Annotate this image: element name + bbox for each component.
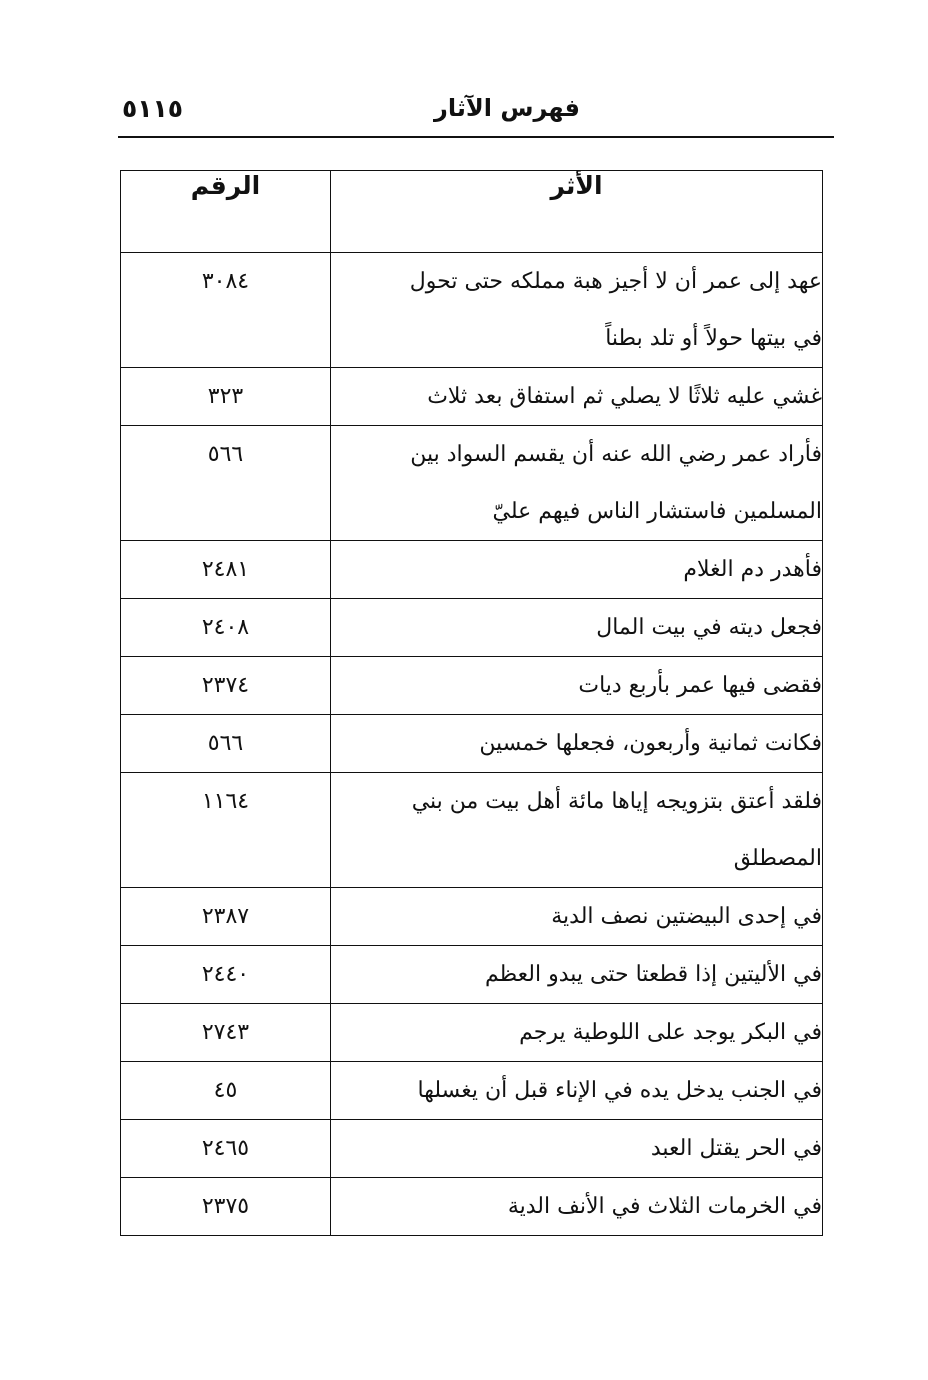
number-cell: ٢٤٤٠ [121, 946, 331, 1004]
page-header [118, 86, 834, 138]
number-cell: ٤٥ [121, 1062, 331, 1120]
narration-cell [331, 1062, 823, 1120]
narration-line: المسلمين فاستشار الناس فيهم عليّ [492, 499, 822, 524]
narration-line: المصطلق [733, 846, 822, 871]
page-title: فهرس الآثار [434, 94, 580, 122]
table-row [121, 1120, 823, 1178]
number-cell: ٣٠٨٤ [121, 253, 331, 368]
narration-line: فكانت ثمانية وأربعون، فجعلها خمسين [479, 731, 822, 756]
narration-line: فقضى فيها عمر بأربع ديات [578, 673, 822, 698]
table-row [121, 1004, 823, 1062]
narration-line: في الحر يقتل العبد [650, 1136, 822, 1161]
number-cell: ٢٧٤٣ [121, 1004, 331, 1062]
narration-line: في بيتها حولاً أو تلد بطناً [605, 326, 822, 351]
table-row [121, 715, 823, 773]
narration-line: فجعل ديته في بيت المال [596, 615, 822, 640]
table-row [121, 1062, 823, 1120]
table-row [121, 368, 823, 426]
narration-cell [331, 541, 823, 599]
number-cell: ٥٦٦ [121, 426, 331, 541]
narration-line: في الخرمات الثلاث في الأنف الدية [507, 1194, 822, 1219]
number-cell: ٣٢٣ [121, 368, 331, 426]
table-body [121, 253, 823, 1236]
number-cell: ١١٦٤ [121, 773, 331, 888]
narration-line: في الأليتين إذا قطعتا حتى يبدو العظم [484, 962, 822, 987]
number-cell: ٢٤٨١ [121, 541, 331, 599]
narration-line: في البكر يوجد على اللوطية يرجم [519, 1020, 822, 1045]
table-row [121, 599, 823, 657]
column-header-narration: الأثر [331, 171, 823, 253]
narration-cell [331, 599, 823, 657]
table-row [121, 888, 823, 946]
table-row [121, 253, 823, 368]
table-header-row [121, 171, 823, 253]
narration-line: فأهدر دم الغلام [683, 557, 822, 582]
number-cell: ٥٦٦ [121, 715, 331, 773]
table-row [121, 773, 823, 888]
narration-cell [331, 1178, 823, 1236]
narration-cell [331, 773, 823, 888]
table-row [121, 541, 823, 599]
narration-line: فأراد عمر رضي الله عنه أن يقسم السواد بين [410, 442, 822, 467]
column-header-number: الرقم [121, 171, 331, 253]
narration-line: في الجنب يدخل يده في الإناء قبل أن يغسلها [417, 1078, 822, 1103]
number-cell: ٢٣٨٧ [121, 888, 331, 946]
narration-cell [331, 368, 823, 426]
narration-line: غشي عليه ثلاثًا لا يصلي ثم استفاق بعد ثلاث [427, 384, 822, 409]
page-number: ٥١١٥ [122, 94, 184, 123]
narration-cell [331, 426, 823, 541]
narration-line: في إحدى البيضتين نصف الدية [551, 904, 822, 929]
narration-line: فلقد أعتق بتزويجه إياها مائة أهل بيت من بني [411, 789, 822, 814]
number-cell: ٢٤٦٥ [121, 1120, 331, 1178]
table-row [121, 426, 823, 541]
narration-cell [331, 253, 823, 368]
narrations-index-table [120, 170, 823, 1236]
number-cell: ٢٣٧٤ [121, 657, 331, 715]
table-row [121, 946, 823, 1004]
narration-cell [331, 888, 823, 946]
narration-line: عهد إلى عمر أن لا أجيز هبة مملكه حتى تحول [409, 269, 822, 294]
narration-cell [331, 946, 823, 1004]
narration-cell [331, 1120, 823, 1178]
table-row [121, 1178, 823, 1236]
narration-cell [331, 715, 823, 773]
number-cell: ٢٤٠٨ [121, 599, 331, 657]
narration-cell [331, 657, 823, 715]
narration-cell [331, 1004, 823, 1062]
number-cell: ٢٣٧٥ [121, 1178, 331, 1236]
table-row [121, 657, 823, 715]
